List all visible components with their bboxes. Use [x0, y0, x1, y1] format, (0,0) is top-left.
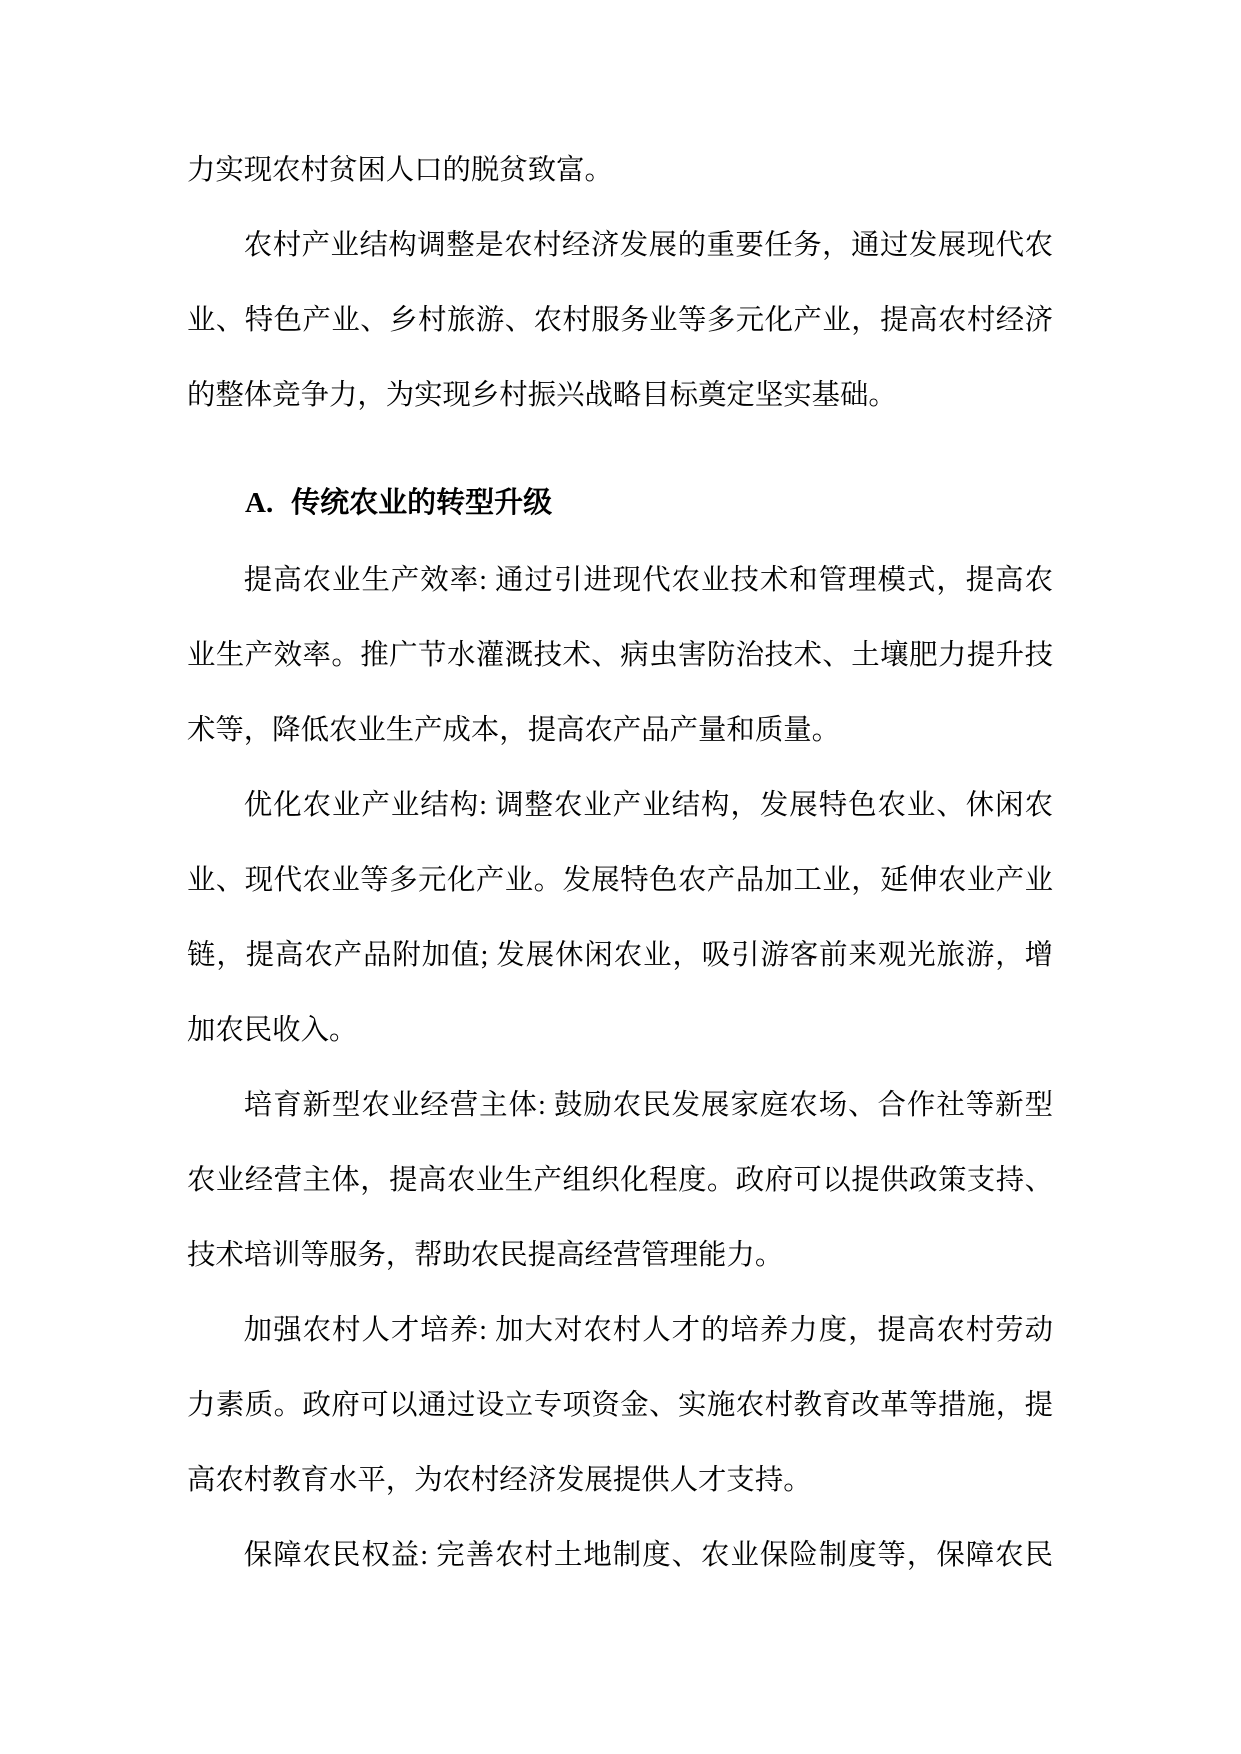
section-heading	[187, 466, 1053, 541]
paragraph: 农村产业结构调整是农村经济发展的重要任务，通过发展现代农业、特色产业、乡村旅游、农村服务业等多元化产业，提高农村经济的整体竞争力，为实现乡村振兴战略目标奠定坚实基础。	[187, 230, 1053, 411]
paragraph: 加强农村人才培养: 加大对农村人才的培养力度，提高农村劳动力素质。政府可以通过设立专项资金、实施农村教育改革等措施，提高农村教育水平，为农村经济发展提供人才支持。	[187, 1315, 1053, 1496]
paragraph: 力实现农村贫困人口的脱贫致富。	[187, 155, 613, 186]
paragraph: 优化农业产业结构: 调整农业产业结构，发展特色农业、休闲农业、现代农业等多元化产业。发展特色农产品加工业，延伸农业产业链，提高农产品附加值; 发展休闲农业，吸引游客前来观光旅游，增加农民收入。	[187, 790, 1053, 1046]
paragraph: 提高农业生产效率: 通过引进现代农业技术和管理模式，提高农业生产效率。推广节水灌溉技术、病虫害防治技术、土壤肥力提升技术等，降低农业生产成本，提高农产品产量和质量。	[187, 565, 1053, 746]
heading-text: 传统农业的转型升级	[291, 487, 553, 519]
paragraph: 保障农民权益: 完善农村土地制度、农业保险制度等，保障农民	[243, 1540, 1053, 1571]
page-content	[187, 133, 1053, 1593]
heading-number: A.	[245, 487, 274, 519]
paragraph: 培育新型农业经营主体: 鼓励农民发展家庭农场、合作社等新型农业经营主体，提高农业生产组织化程度。政府可以提供政策支持、技术培训等服务，帮助农民提高经营管理能力。	[187, 1090, 1053, 1271]
